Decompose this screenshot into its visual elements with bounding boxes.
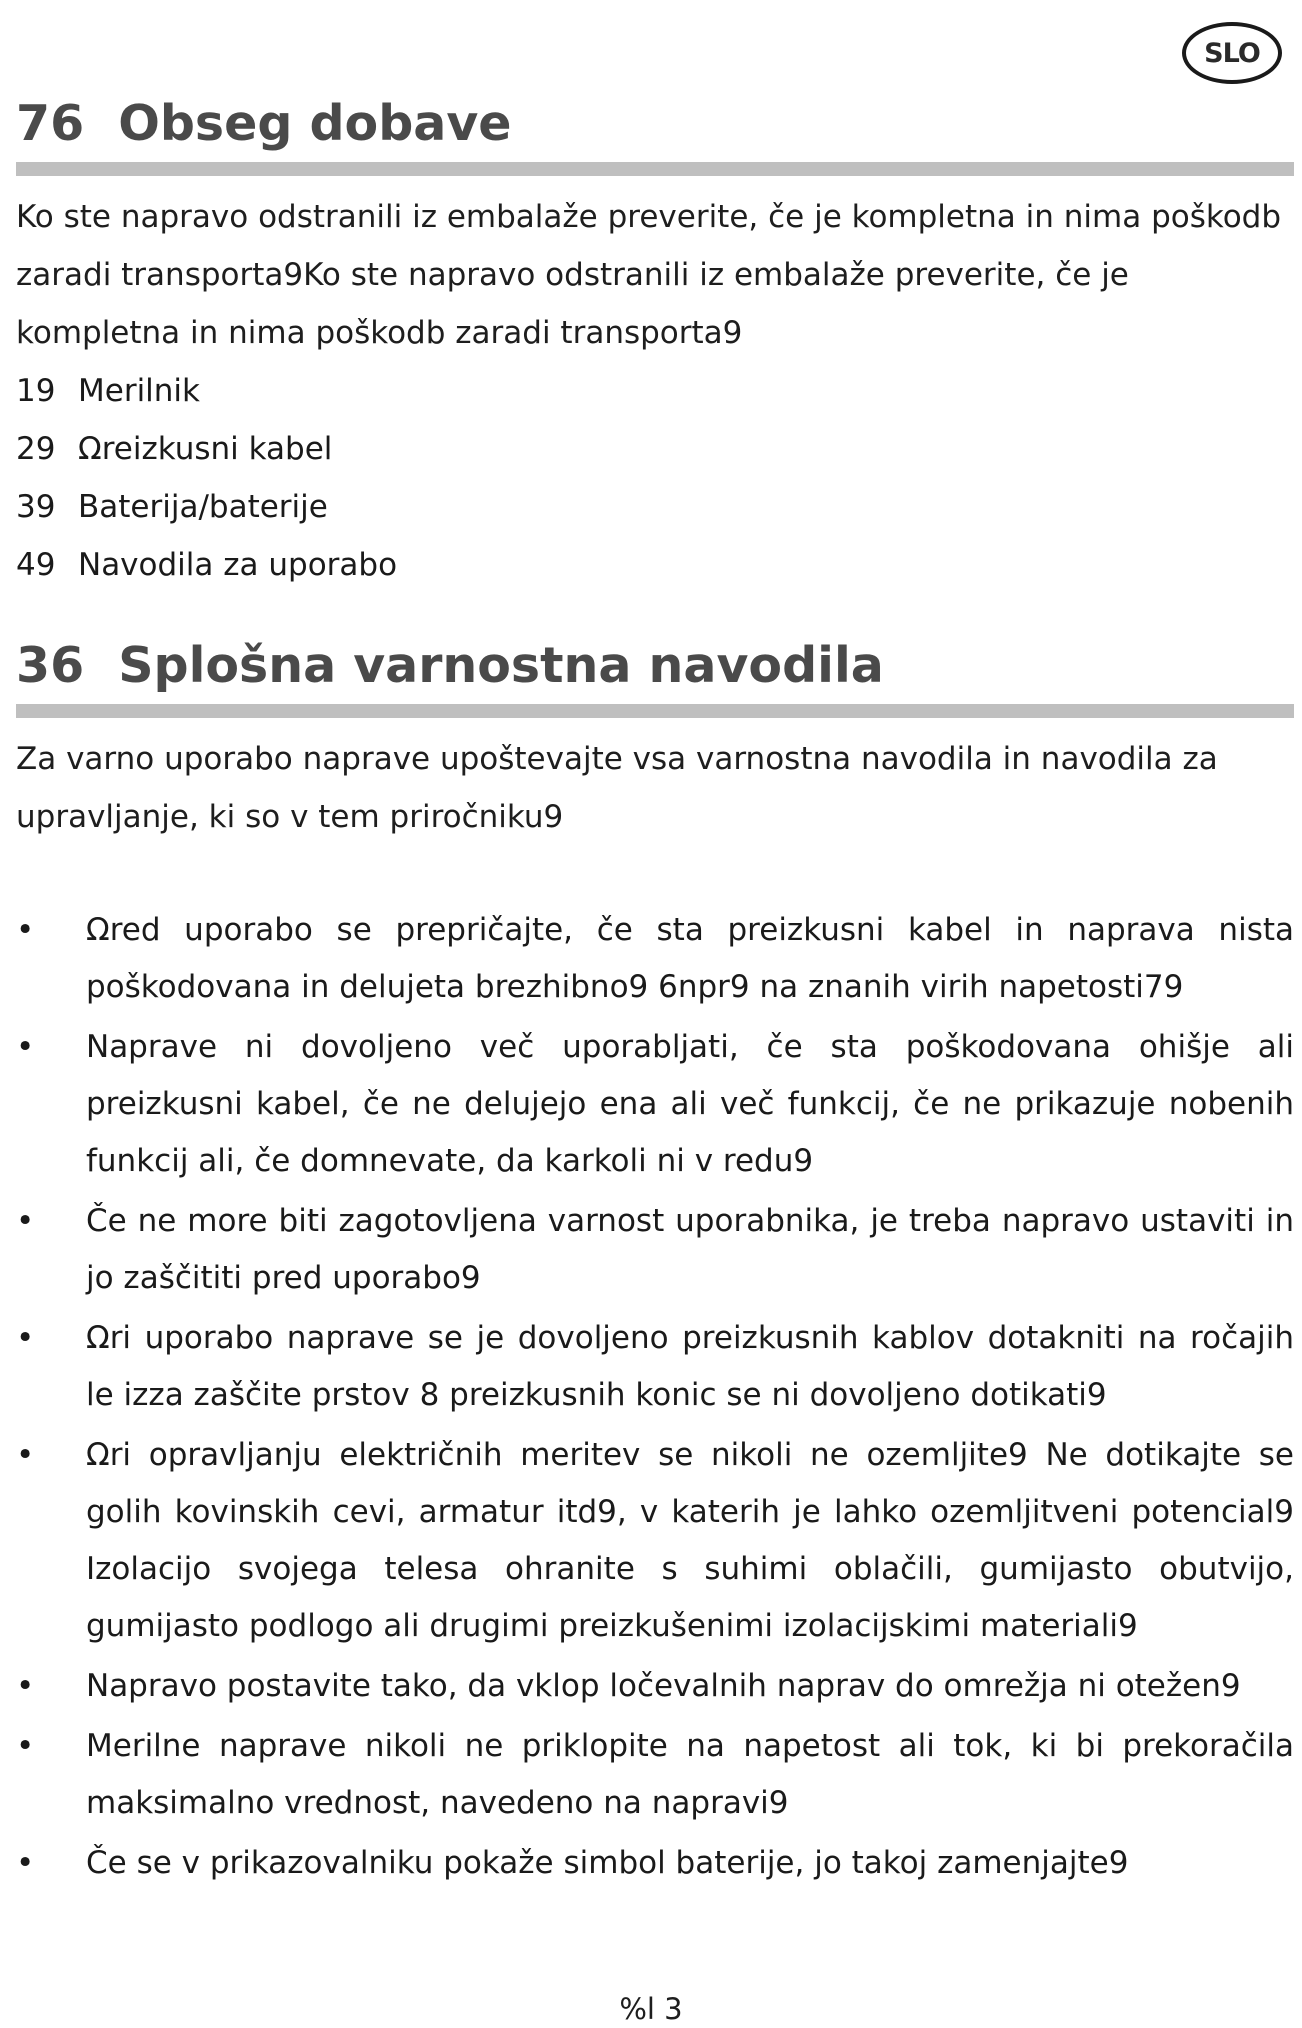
- bullet-item: [16, 902, 1294, 1016]
- section-title: Obseg dobave: [118, 95, 512, 152]
- bullet-item: [16, 1019, 1294, 1190]
- bullet-item: [16, 1427, 1294, 1655]
- list-item-text: Navodila za uporabo: [78, 547, 398, 583]
- list-item-number: 49: [16, 547, 56, 583]
- section-scope-of-delivery: [16, 94, 1294, 594]
- list-item: [16, 536, 1294, 594]
- section-heading: [16, 636, 1294, 696]
- bullet-marker: •: [16, 1728, 35, 1764]
- bullet-text: Ωri opravljanju električnih meritev se nikoli ne ozemljite9 Ne dotikajte se golih kovinskih cevi, armatur itd9, v katerih je lahko ozemljitveni potencial9 Izolacijo svojega telesa ohranite s suhimi oblačili, gumijasto obutvijo, gumijasto podlogo ali drugimi preizkušenimi izolacijskimi materiali9: [86, 1437, 1294, 1644]
- section-general-safety: [16, 636, 1294, 846]
- section-intro: Za varno uporabo naprave upoštevajte vsa varnostna navodila in navodila za upravljanje, ki so v tem priročniku9: [16, 741, 1218, 835]
- list-item: [16, 362, 1294, 420]
- bullet-item: [16, 1718, 1294, 1832]
- safety-bullet-list: [16, 902, 1294, 1895]
- bullet-marker: •: [16, 912, 35, 948]
- bullet-item: [16, 1835, 1294, 1892]
- bullet-item: [16, 1193, 1294, 1307]
- bullet-marker: •: [16, 1320, 35, 1356]
- section-number: 76: [16, 95, 85, 152]
- bullet-text: Merilne naprave nikoli ne priklopite na napetost ali tok, ki bi prekoračila maksimalno vrednost, navedeno na napravi9: [86, 1728, 1294, 1821]
- bullet-item: [16, 1658, 1294, 1715]
- language-badge: SLO: [1182, 22, 1282, 84]
- list-item: [16, 420, 1294, 478]
- bullet-item: [16, 1310, 1294, 1424]
- section-heading: [16, 94, 1294, 154]
- section-title: Splošna varnostna navodila: [118, 637, 884, 694]
- list-item-text: Merilnik: [78, 373, 201, 409]
- delivery-list: [16, 362, 1294, 594]
- bullet-marker: •: [16, 1203, 35, 1239]
- bullet-text: Če se v prikazovalniku pokaže simbol baterije, jo takoj zamenjajte9: [86, 1845, 1129, 1881]
- list-item-text: Baterija/baterije: [78, 489, 328, 525]
- heading-rule: [16, 162, 1294, 176]
- section-intro: Ko ste napravo odstranili iz embalaže preverite, če je kompletna in nima poškodb zaradi transporta9Ko ste napravo odstranili iz embalaže preverite, če je kompletna in nima poškodb zaradi transporta9: [16, 199, 1282, 351]
- page-number: %l 3: [619, 1992, 683, 2026]
- list-item-number: 39: [16, 489, 56, 525]
- bullet-text: Naprave ni dovoljeno več uporabljati, če sta poškodovana ohišje ali preizkusni kabel, če ne delujejo ena ali več funkcij, če ne prikazuje nobenih funkcij ali, če domnevate, da karkoli ni v redu9: [86, 1029, 1294, 1179]
- list-item-text: Ωreizkusni kabel: [78, 431, 333, 467]
- bullet-marker: •: [16, 1845, 35, 1881]
- list-item-number: 19: [16, 373, 56, 409]
- bullet-text: Ωri uporabo naprave se je dovoljeno preizkusnih kablov dotakniti na ročajih le izza zaščite prstov 8 preizkusnih konic se ni dovoljeno dotikati9: [86, 1320, 1294, 1413]
- bullet-text: Napravo postavite tako, da vklop ločevalnih naprav do omrežja ni otežen9: [86, 1668, 1241, 1704]
- bullet-marker: •: [16, 1668, 35, 1704]
- bullet-text: Če ne more biti zagotovljena varnost uporabnika, je treba napravo ustaviti in jo zaščititi pred uporabo9: [86, 1203, 1294, 1296]
- bullet-text: Ωred uporabo se prepričajte, če sta preizkusni kabel in naprava nista poškodovana in delujeta brezhibno9 6npr9 na znanih virih napetosti79: [86, 912, 1294, 1005]
- bullet-marker: •: [16, 1437, 35, 1473]
- bullet-marker: •: [16, 1029, 35, 1065]
- list-item: [16, 478, 1294, 536]
- heading-rule: [16, 704, 1294, 718]
- section-number: 36: [16, 637, 85, 694]
- list-item-number: 29: [16, 431, 56, 467]
